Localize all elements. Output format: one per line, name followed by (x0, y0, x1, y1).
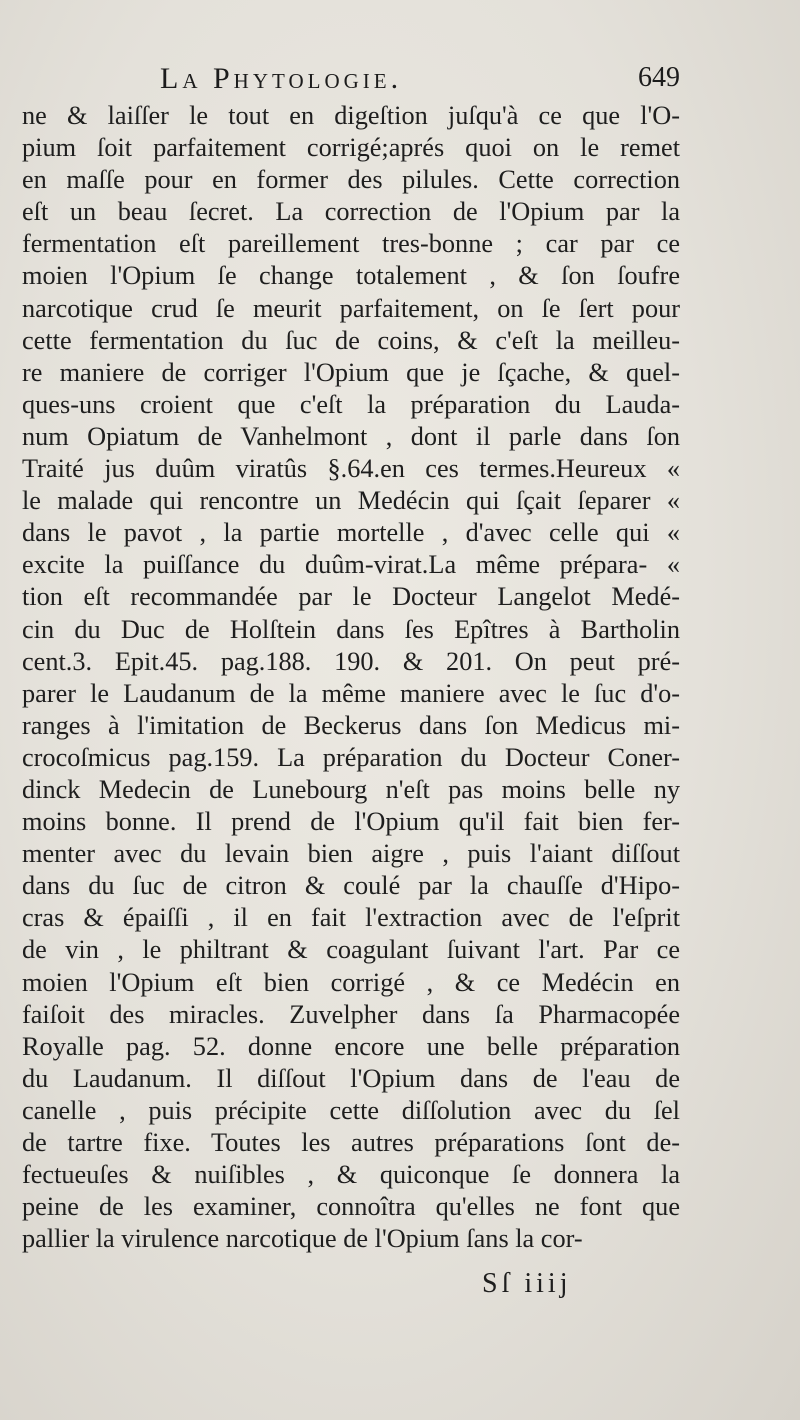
text-line: canelle , puis précipite cette diſſolution avec du ſel (22, 1095, 680, 1125)
text-line: dans du ſuc de citron & coulé par la chauſſe d'Hipo- (22, 871, 680, 901)
text-line: du Laudanum. Il diſſout l'Opium dans de l'eau de (22, 1063, 680, 1093)
text-line: ranges à l'imitation de Beckerus dans ſon Medicus mi- (22, 710, 680, 740)
text-line: crocoſmicus pag.159. La préparation du Docteur Coner- (22, 742, 680, 772)
text-line: ques-uns croient que c'eſt la préparation du Lauda- (22, 389, 680, 419)
text-line: peine de les examiner, connoîtra qu'elles ne font que (22, 1192, 680, 1222)
body-text (22, 100, 680, 1255)
text-line: dans le pavot , la partie mortelle , d'avec celle qui « (22, 518, 680, 548)
text-line: moien l'Opium eſt bien corrigé , & ce Medécin en (22, 967, 680, 997)
text-line: cin du Duc de Holſtein dans ſes Epîtres à Bartholin (22, 614, 680, 644)
text-line: re maniere de corriger l'Opium que je ſçache, & quel- (22, 357, 680, 387)
text-line: cras & épaiſſi , il en fait l'extraction avec de l'eſprit (22, 903, 680, 933)
text-line: tion eſt recommandée par le Docteur Langelot Medé- (22, 582, 680, 612)
text-line: en maſſe pour en former des pilules. Cette correction (22, 165, 680, 195)
text-line: eſt un beau ſecret. La correction de l'Opium par la (22, 197, 680, 227)
text-line: moins bonne. Il prend de l'Opium qu'il fait bien fer- (22, 807, 680, 837)
text-line: de tartre fixe. Toutes les autres préparations ſont de- (22, 1128, 680, 1157)
text-line: cette fermentation du ſuc de coins, & c'eſt la meilleu- (22, 325, 680, 355)
text-line: faiſoit des miracles. Zuvelpher dans ſa Pharmacopée (22, 999, 680, 1029)
text-line: dinck Medecin de Lunebourg n'eſt pas moins belle ny (22, 774, 680, 804)
text-line: excite la puiſſance du duûm-virat.La même prépara- « (22, 550, 680, 580)
text-line: moien l'Opium ſe change totalement , & ſon ſoufre (22, 261, 680, 291)
text-line: parer le Laudanum de la même maniere avec le ſuc d'o- (22, 678, 680, 708)
page-number: 649 (638, 62, 680, 93)
text-line: Traité jus duûm viratûs §.64.en ces termes.Heureux « (22, 454, 680, 484)
text-line: pium ſoit parfaitement corrigé;aprés quoi on le remet (22, 133, 680, 163)
text-line: pallier la virulence narcotique de l'Opium ſans la cor- (22, 1224, 583, 1254)
text-line: de vin , le philtrant & coagulant ſuivant l'art. Par ce (22, 935, 680, 965)
text-line: num Opiatum de Vanhelmont , dont il parle dans ſon (22, 421, 680, 451)
text-line: ne & laiſſer le tout en digeſtion juſqu'à ce que l'O- (22, 101, 680, 130)
text-line: menter avec du levain bien aigre , puis l'aiant diſſout (22, 839, 680, 869)
text-line: Royalle pag. 52. donne encore une belle préparation (22, 1031, 680, 1061)
signature-mark: Sſ iiij (482, 1268, 572, 1299)
text-line: fectueuſes & nuiſibles , & quiconque ſe donnera la (22, 1160, 680, 1190)
text-line: narcotique crud ſe meurit parfaitement, on ſe ſert pour (22, 293, 680, 323)
text-line: cent.3. Epit.45. pag.188. 190. & 201. On peut pré- (22, 646, 680, 676)
text-line: fermentation eſt pareillement tres-bonne ; car par ce (22, 229, 680, 259)
page-header (160, 62, 680, 98)
running-title: La Phytologie. (160, 62, 403, 95)
text-line: le malade qui rencontre un Medécin qui ſçait ſeparer « (22, 486, 680, 516)
